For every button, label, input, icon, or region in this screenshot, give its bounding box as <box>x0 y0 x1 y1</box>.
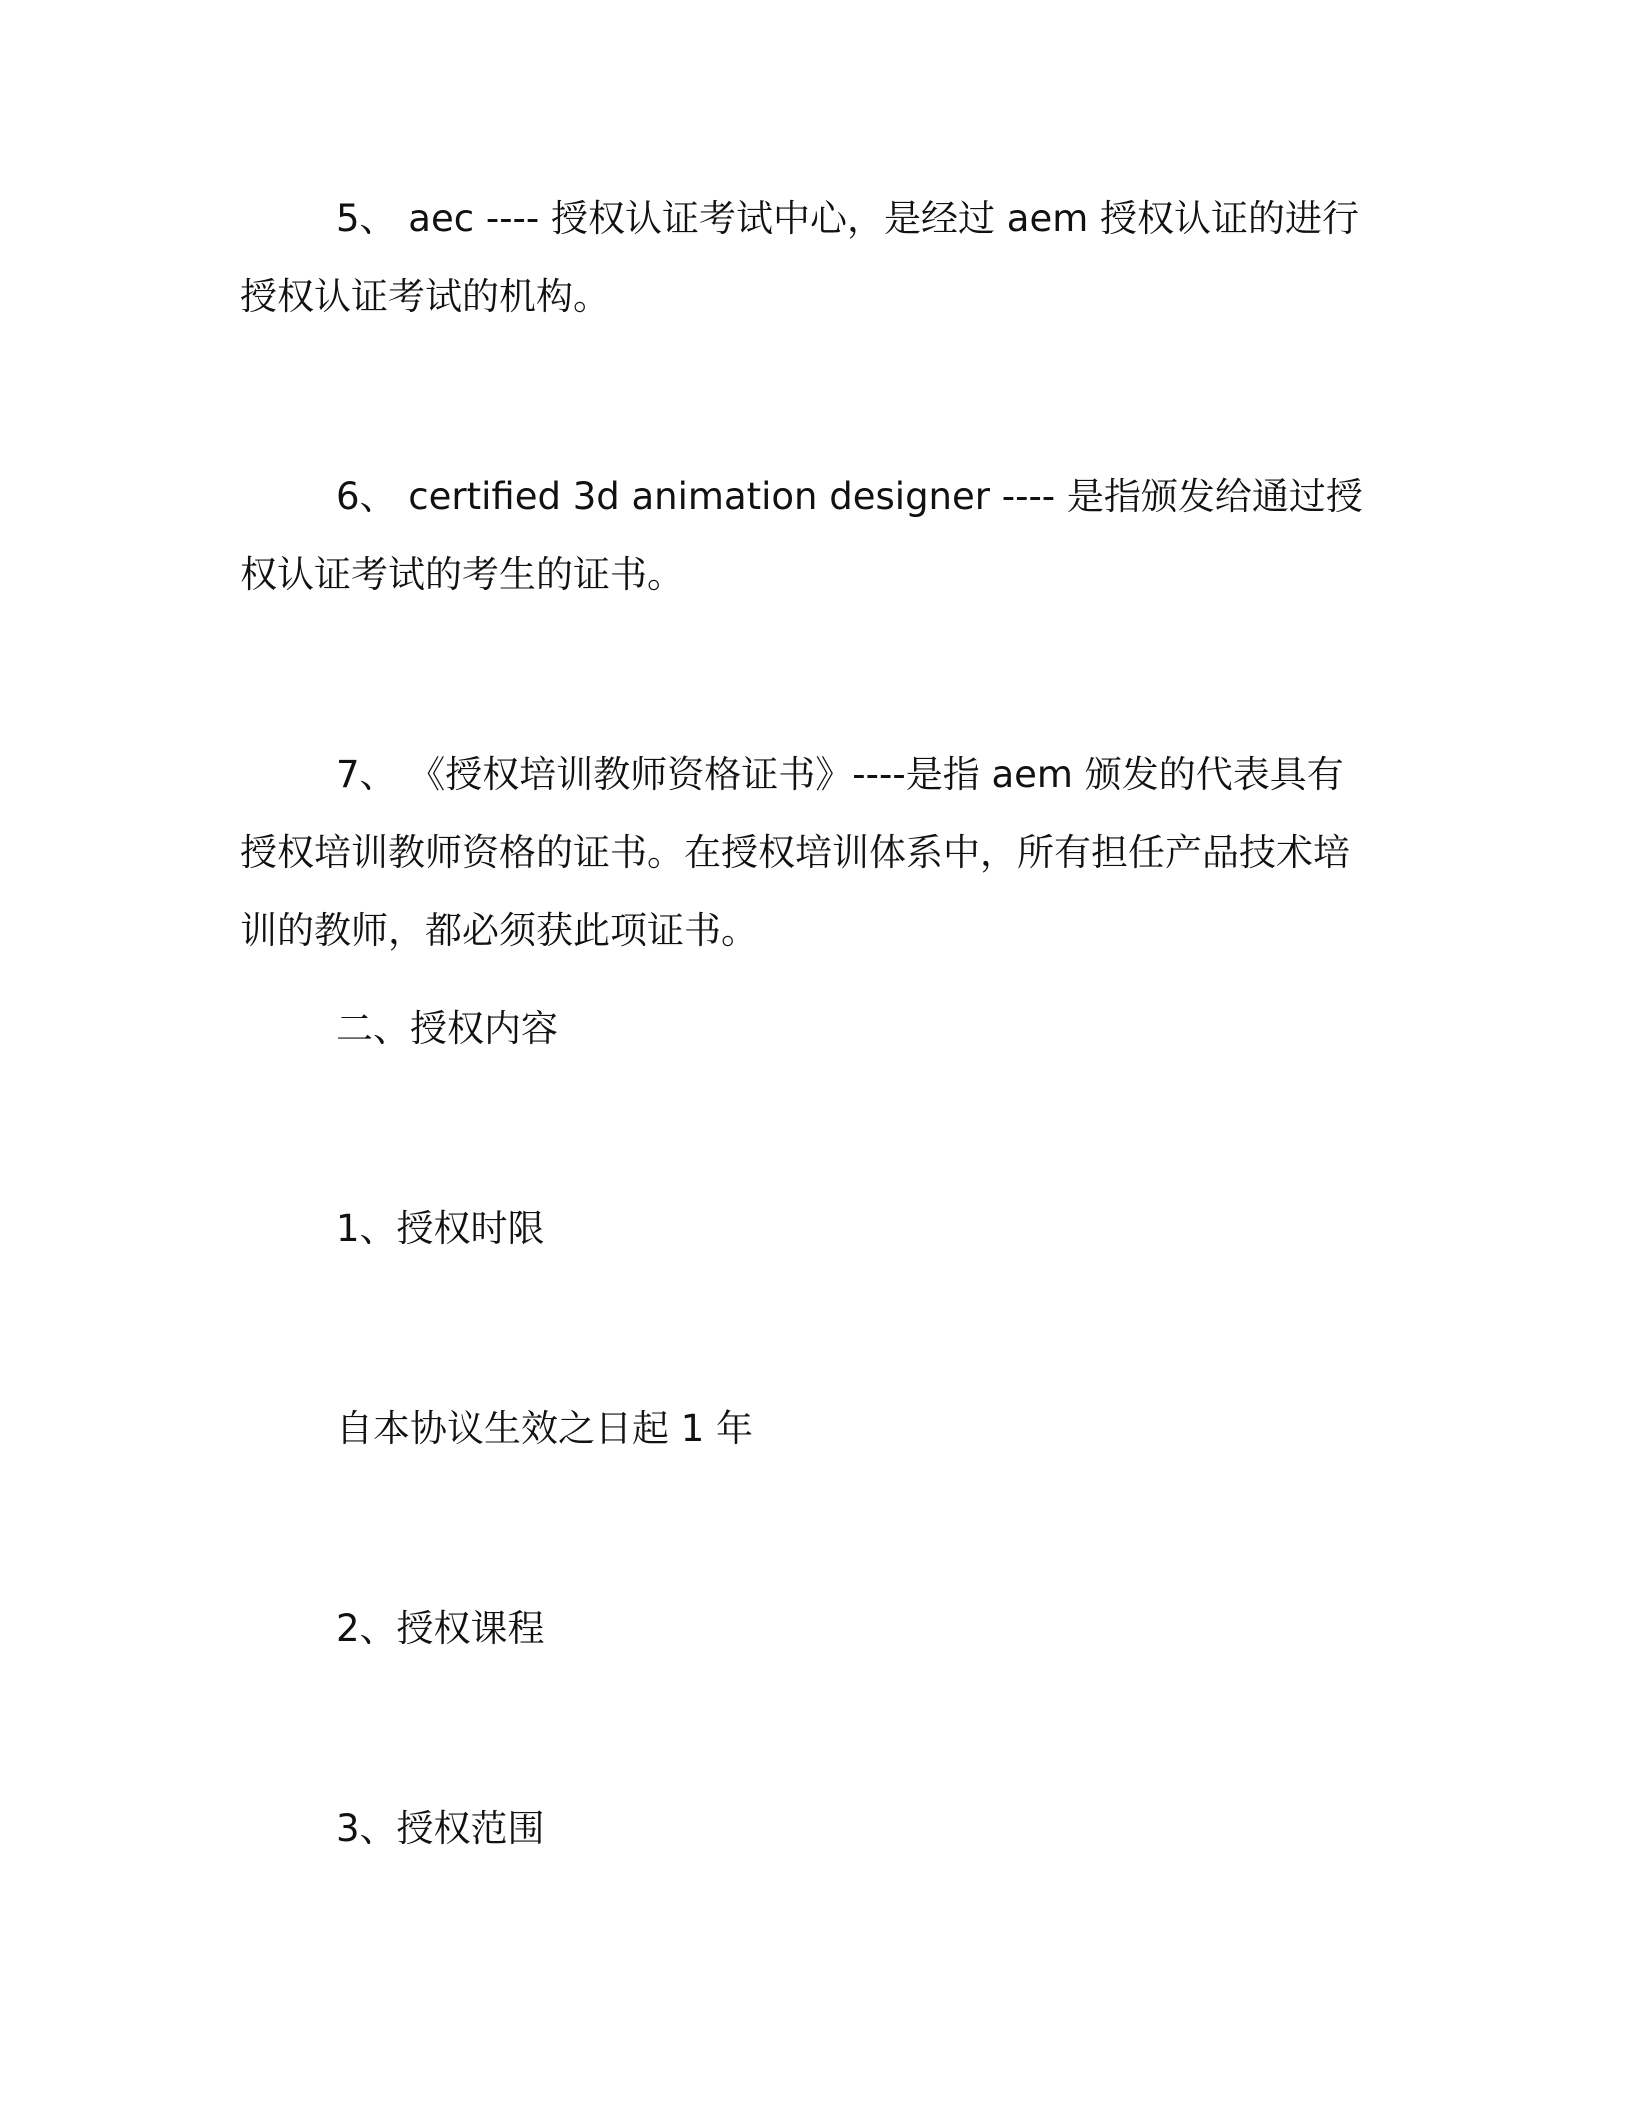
item-heading-authorization-period: 1、授权时限 <box>336 1207 545 1250</box>
paragraph-item-5: 5、 aec ---- 授权认证考试中心，是经过 aem 授权认证的进行授权认证考试的机构。 <box>240 197 1360 318</box>
item-body-authorization-period: 自本协议生效之日起 1 年 <box>336 1407 754 1450</box>
paragraph-item-7: 7、 《授权培训教师资格证书》----是指 aem 颁发的代表具有授权培训教师资格的证书。在授权培训体系中，所有担任产品技术培训的教师，都必须获此项证书。 <box>240 753 1350 952</box>
section-heading-authorization-content: 二、授权内容 <box>336 1007 558 1050</box>
item-heading-authorization-courses: 2、授权课程 <box>336 1607 545 1650</box>
paragraph-item-6: 6、 certified 3d animation designer ---- 是指颁发给通过授权认证考试的考生的证书。 <box>240 475 1363 596</box>
item-heading-authorization-scope: 3、授权范围 <box>336 1807 545 1850</box>
